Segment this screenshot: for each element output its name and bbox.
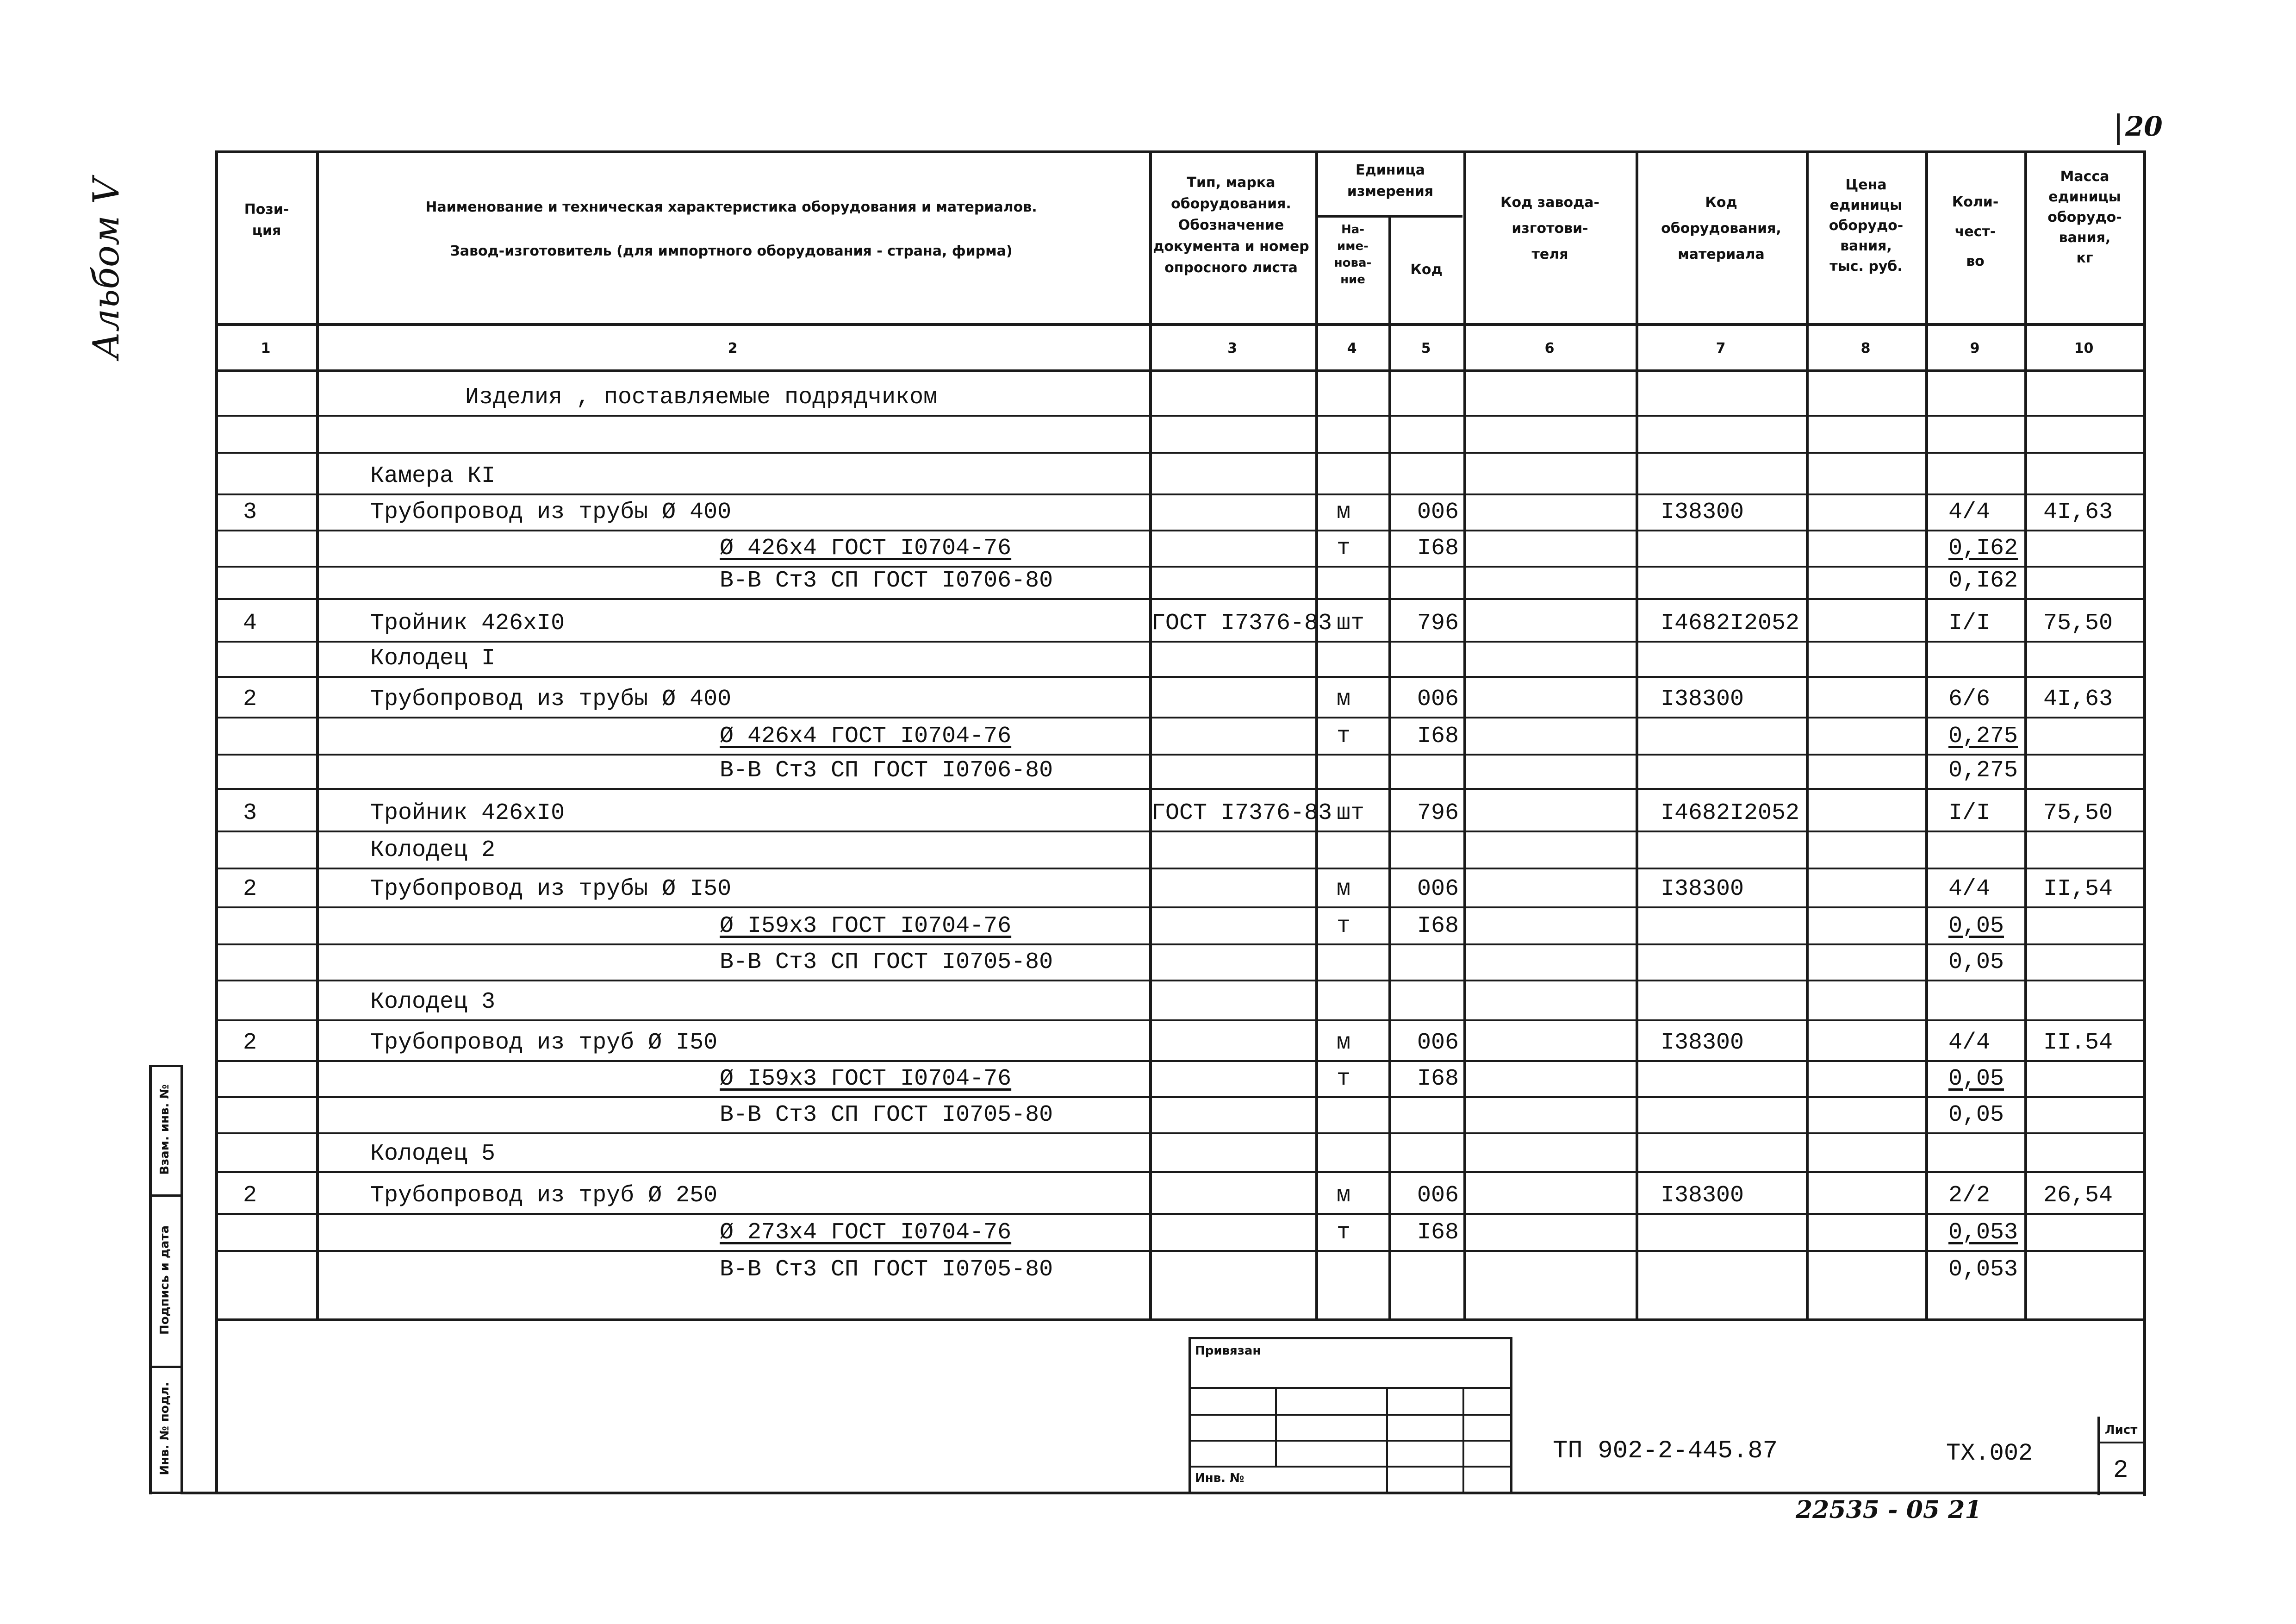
cell-mass: 75,50: [2043, 610, 2113, 637]
cell-unit: т: [1337, 723, 1351, 750]
cell-okp: I38300: [1661, 499, 1744, 525]
cell-qty: I/I: [1948, 610, 1991, 637]
cell-qty: 4/4: [1948, 876, 1991, 902]
cell-mass: II,54: [2043, 876, 2113, 902]
cell-type: ГОСТ I7376-83: [1151, 800, 1332, 826]
cell-name: В-В Ст3 СП ГОСТ I0705-80: [720, 1102, 1053, 1128]
cell-qty: 2/2: [1948, 1182, 1991, 1209]
cell-name: Ø 426х4 ГОСТ I0704-76: [720, 723, 1012, 750]
cell-code: I68: [1417, 723, 1459, 750]
column-number-2: 2: [728, 340, 738, 356]
cell-name: Колодец 2: [370, 837, 496, 863]
cell-qty: 0,05: [1948, 1066, 2004, 1092]
header-unit-code: Код: [1410, 262, 1443, 278]
cell-name: Ø 426х4 ГОСТ I0704-76: [720, 535, 1012, 562]
cell-mass: 75,50: [2043, 800, 2113, 826]
cell-qty: 0,05: [1948, 1102, 2004, 1128]
column-number-4: 4: [1347, 340, 1357, 356]
cell-mass: 4I,63: [2043, 686, 2113, 712]
column-number-5: 5: [1421, 340, 1431, 356]
cell-qty: 0,I62: [1948, 535, 2018, 562]
cell-code: 006: [1417, 499, 1459, 525]
cell-name: В-В Ст3 СП ГОСТ I0705-80: [720, 1256, 1053, 1283]
cell-name: Трубопровод из труб Ø I50: [370, 1030, 718, 1056]
cell-pos: 2: [243, 876, 257, 902]
cell-code: I68: [1417, 913, 1459, 939]
cell-name: Колодец I: [370, 645, 496, 672]
cell-name: Трубопровод из трубы Ø I50: [370, 876, 732, 902]
cell-qty: 4/4: [1948, 499, 1991, 525]
stamp-inv-label: Инв. № подл.: [158, 1382, 172, 1475]
cell-unit: м: [1337, 686, 1351, 712]
column-number-7: 7: [1716, 340, 1726, 356]
cell-qty: 0,05: [1948, 913, 2004, 939]
cell-code: I68: [1417, 1066, 1459, 1092]
cell-name: Трубопровод из трубы Ø 400: [370, 499, 732, 525]
cell-unit: шт: [1337, 800, 1365, 826]
cell-name: Ø I59х3 ГОСТ I0704-76: [720, 1066, 1012, 1092]
cell-name: В-В Ст3 СП ГОСТ I0705-80: [720, 949, 1053, 975]
stamp-signature-label: Подпись и дата: [158, 1225, 172, 1335]
header-position: Пози- ция: [244, 201, 289, 239]
cell-qty: 0,275: [1948, 723, 2018, 750]
stamp-privyazan: Привязан: [1195, 1344, 1261, 1358]
cell-pos: 2: [243, 1182, 257, 1209]
bottom-note: 22535 - 05 21: [1796, 1496, 1982, 1524]
column-number-3: 3: [1227, 340, 1237, 356]
cell-name: В-В Ст3 СП ГОСТ I0706-80: [720, 568, 1053, 594]
cell-qty: 0,I62: [1948, 568, 2018, 594]
cell-unit: м: [1337, 1182, 1351, 1209]
cell-okp: I38300: [1661, 1182, 1744, 1209]
cell-code: 006: [1417, 1030, 1459, 1056]
header-unit-name: На- име- нова- ние: [1334, 223, 1372, 287]
header-name-line1: Наименование и техническая характеристика оборудования и материалов.: [425, 199, 1037, 215]
header-price: Цена единицы оборудо- вания, тыс. руб.: [1829, 177, 1904, 275]
page-number: 20: [2125, 111, 2163, 142]
cell-name: Изделия , поставляемые подрядчиком: [465, 384, 938, 411]
cell-name: В-В Ст3 СП ГОСТ I0706-80: [720, 757, 1053, 784]
header-mass: Масса единицы оборудо- вания, кг: [2047, 169, 2122, 266]
cell-unit: т: [1337, 535, 1351, 562]
cell-code: I68: [1417, 535, 1459, 562]
cell-okp: I38300: [1661, 1030, 1744, 1056]
cell-pos: 3: [243, 800, 257, 826]
column-number-8: 8: [1860, 340, 1871, 356]
cell-mass: 4I,63: [2043, 499, 2113, 525]
cell-name: Колодец 5: [370, 1141, 496, 1167]
cell-unit: м: [1337, 499, 1351, 525]
cell-unit: т: [1337, 1219, 1351, 1246]
stamp-doc-code: ТП 902-2-445.87: [1553, 1437, 1778, 1465]
column-number-6: 6: [1544, 340, 1555, 356]
cell-okp: I4682I2052: [1661, 800, 1800, 826]
stamp-vzam-label: Взам. инв. №: [158, 1084, 172, 1175]
column-number-9: 9: [1970, 340, 1980, 356]
cell-code: 796: [1417, 610, 1459, 637]
cell-name: Трубопровод из труб Ø 250: [370, 1182, 718, 1209]
column-number-10: 10: [2074, 340, 2094, 356]
cell-okp: I4682I2052: [1661, 610, 1800, 637]
cell-code: 796: [1417, 800, 1459, 826]
header-name-line2: Завод-изготовитель (для импортного оборудования - страна, фирма): [450, 243, 1013, 259]
stamp-list-label: Лист: [2105, 1423, 2138, 1437]
cell-okp: I38300: [1661, 686, 1744, 712]
cell-pos: 2: [243, 1030, 257, 1056]
cell-qty: I/I: [1948, 800, 1991, 826]
cell-pos: 2: [243, 686, 257, 712]
cell-type: ГОСТ I7376-83: [1151, 610, 1332, 637]
header-equipment-code: Код оборудования, материала: [1661, 194, 1781, 262]
cell-code: 006: [1417, 686, 1459, 712]
stamp-sheet-code: ТХ.002: [1946, 1440, 2033, 1467]
column-number-1: 1: [261, 340, 271, 356]
header-unit-group: Единица измерения: [1347, 162, 1434, 200]
cell-name: Тройник 426хI0: [370, 610, 565, 637]
cell-qty: 0,05: [1948, 949, 2004, 975]
cell-okp: I38300: [1661, 876, 1744, 902]
header-type: Тип, марка оборудования. Обозначение документа и номер опросного листа: [1153, 175, 1309, 276]
cell-pos: 3: [243, 499, 257, 525]
cell-unit: м: [1337, 1030, 1351, 1056]
cell-name: Тройник 426хI0: [370, 800, 565, 826]
cell-unit: т: [1337, 1066, 1351, 1092]
album-label: Альбом V: [86, 178, 127, 359]
cell-unit: м: [1337, 876, 1351, 902]
cell-qty: 6/6: [1948, 686, 1991, 712]
cell-unit: т: [1337, 913, 1351, 939]
cell-code: I68: [1417, 1219, 1459, 1246]
cell-name: Трубопровод из трубы Ø 400: [370, 686, 732, 712]
cell-name: Колодец 3: [370, 989, 496, 1015]
cell-name: Ø I59х3 ГОСТ I0704-76: [720, 913, 1012, 939]
cell-code: 006: [1417, 1182, 1459, 1209]
cell-mass: 26,54: [2043, 1182, 2113, 1209]
cell-name: Камера КI: [370, 463, 496, 489]
cell-qty: 0,275: [1948, 757, 2018, 784]
cell-qty: 0,053: [1948, 1219, 2018, 1246]
header-factory-code: Код завода- изготови- теля: [1500, 194, 1599, 262]
cell-mass: II.54: [2043, 1030, 2113, 1056]
cell-name: Ø 273х4 ГОСТ I0704-76: [720, 1219, 1012, 1246]
cell-unit: шт: [1337, 610, 1365, 637]
cell-qty: 0,053: [1948, 1256, 2018, 1283]
header-quantity: Коли- чест- во: [1952, 194, 1999, 269]
cell-pos: 4: [243, 610, 257, 637]
stamp-inv-no: Инв. №: [1195, 1471, 1244, 1485]
cell-qty: 4/4: [1948, 1030, 1991, 1056]
page-number-mark: [2117, 113, 2120, 145]
cell-code: 006: [1417, 876, 1459, 902]
stamp-list-number: 2: [2113, 1456, 2128, 1485]
